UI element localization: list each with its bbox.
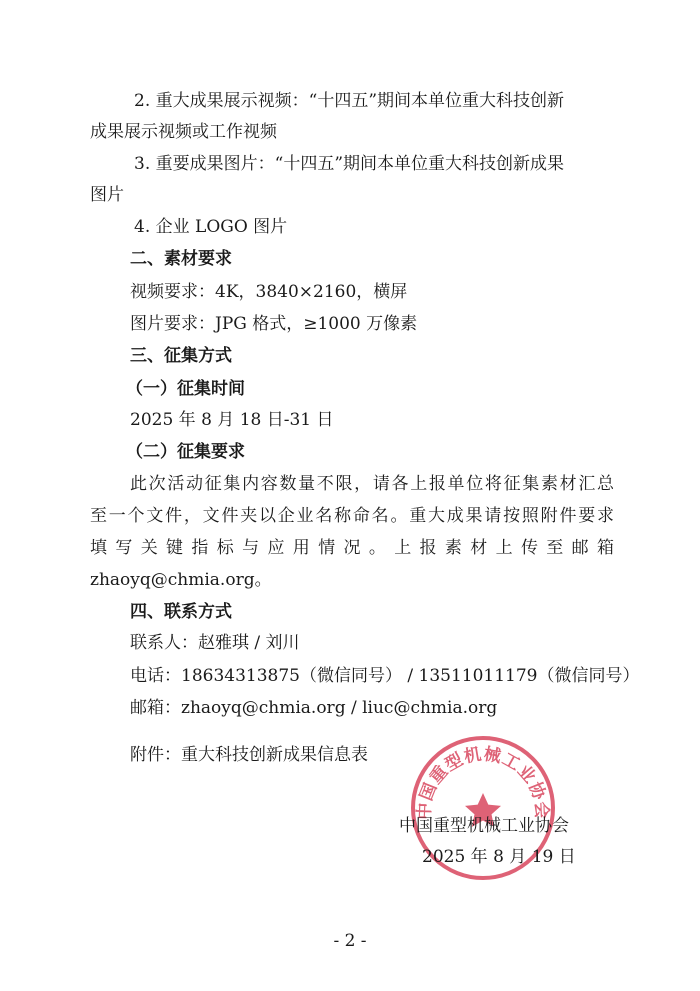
page-number: - 2 - <box>333 931 367 951</box>
signature-date: 2025 年 8 月 19 日 <box>422 847 576 867</box>
item-3-line-2: 图片 <box>90 185 124 205</box>
section-3-title: 三、征集方式 <box>130 346 232 366</box>
video-requirement: 视频要求：4K，3840×2160，横屏 <box>130 282 408 302</box>
image-requirement: 图片要求：JPG 格式，≥1000 万像素 <box>130 314 418 334</box>
requirement-paragraph-line-1: 此次活动征集内容数量不限，请各上报单位将征集素材汇总 <box>130 474 614 494</box>
contact-phone: 电话：18634313875（微信同号） / 13511011179（微信同号） <box>130 666 640 686</box>
item-2-line-1: 2. 重大成果展示视频：“十四五”期间本单位重大科技创新 <box>134 91 565 111</box>
section-2-title: 二、素材要求 <box>130 249 232 269</box>
item-2-line-2: 成果展示视频或工作视频 <box>90 122 277 142</box>
requirement-paragraph-line-4: zhaoyq@chmia.org。 <box>90 570 272 590</box>
item-3-line-1: 3. 重要成果图片：“十四五”期间本单位重大科技创新成果 <box>134 154 565 174</box>
collection-time: 2025 年 8 月 18 日-31 日 <box>130 410 334 430</box>
contact-email: 邮箱：zhaoyq@chmia.org / liuc@chmia.org <box>130 698 498 718</box>
section-4-title: 四、联系方式 <box>130 602 232 622</box>
attachment-note: 附件：重大科技创新成果信息表 <box>130 745 368 765</box>
subsection-2-title: （二）征集要求 <box>126 442 245 462</box>
signature-organization: 中国重型机械工业协会 <box>399 816 569 836</box>
requirement-paragraph-line-2: 至一个文件，文件夹以企业名称命名。重大成果请按照附件要求 <box>90 506 614 526</box>
subsection-1-title: （一）征集时间 <box>126 379 245 399</box>
requirement-paragraph-line-3: 填写关键指标与应用情况。上报素材上传至邮箱 <box>90 538 614 558</box>
item-4: 4. 企业 LOGO 图片 <box>134 217 288 237</box>
svg-text:中国重型机械工业协会: 中国重型机械工业协会 <box>414 744 552 821</box>
contact-person: 联系人：赵雅琪 / 刘川 <box>130 633 300 653</box>
